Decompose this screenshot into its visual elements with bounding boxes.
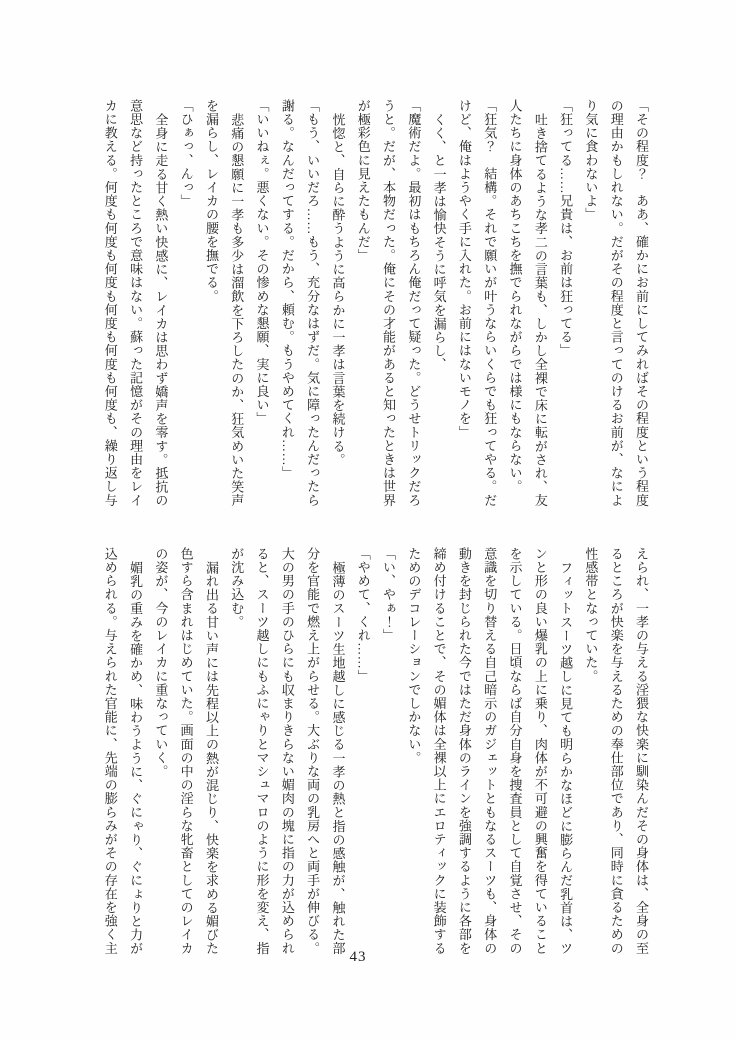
text-line: の理由かもしれない。だがその程度と言ってのけるお前が、なによ	[608, 99, 624, 507]
text-line: 締め付けることで、その媚体は全裸以上にエロティックに装飾する	[431, 547, 447, 955]
text-block-top	[97, 99, 654, 513]
text-line: ためのデコレーションでしかない。	[406, 547, 422, 765]
text-line: の姿が、今のレイカに重なっていく。	[153, 547, 169, 779]
text-line: 「い、やぁ！」	[381, 547, 397, 643]
text-line: 「その程度？ ああ、確かにお前にしてみればその程度という程度	[634, 99, 649, 507]
text-line: 極薄のスーツ生地越しに感じる一孝の熱と指の感触が、触れた部	[330, 560, 346, 955]
text-line: を示している。日頃ならば自分自身を捜査員として自覚させ、その	[507, 547, 523, 955]
text-line: が極彩色に見えたもんだ」	[355, 99, 371, 263]
text-line: 大の男の手のひらにも収まりきらない媚肉の塊に指の力が込められ	[279, 547, 295, 955]
text-line: カに教える。何度も何度も何度も何度も何度も何度も、繰り返し与	[102, 99, 118, 507]
text-line: 「狂ってる……兄貴は、お前は狂ってる」	[558, 99, 574, 358]
text-line: 意識を切り替える自己暗示のガジェットともなるスーツも、身体の	[482, 547, 498, 955]
text-line: けど、俺はようやく手に入れた。お前にはないモノを」	[456, 99, 472, 439]
text-line: くく、と一孝は愉快そうに呼気を漏らし、	[431, 112, 447, 371]
text-line: 恍惚と、自らに酔うように高らかに一孝は言葉を続ける。	[330, 112, 346, 467]
text-line: 性感帯となっていた。	[583, 547, 599, 683]
text-line: 動きを封じられた今ではただ身体のラインを強調するように各部を	[456, 547, 472, 955]
text-line: 意思など持ったところで意味はない。蘇った記憶がその理由をレイ	[128, 99, 144, 507]
text-line: ンと形の良い爆乳の上に乗り、肉体が不可避の興奮を得ていること	[532, 547, 548, 955]
text-line: 媚乳の重みを確かめ、味わうように、ぐにゃり、ぐにょりと力が	[128, 560, 144, 955]
text-line: 漏れ出る甘い声には先程以上の熱が混じり、快楽を求める媚びた	[203, 560, 219, 955]
text-line: 色すら含まれはじめていた。画面の中の淫らな牝畜としてのレイカ	[178, 547, 194, 955]
page-number: 43	[349, 949, 367, 965]
text-line: を漏らし、レイカの腰を撫でる。	[203, 99, 219, 303]
text-block-bottom	[97, 547, 654, 961]
text-line: ると、スーツ越しにもふにゃりとマシュマロのように形を変え、指	[254, 547, 270, 955]
text-line: 「狂気？ 結構。それで願いが叶うならいくらでも狂ってやる。だ	[482, 99, 498, 507]
text-line: フィットスーツ越しに見ても明らかなほどに膨らんだ乳首は、ツ	[558, 560, 574, 955]
text-line: 謝る。なんだってする。だから、頼む。もうやめてくれ……」	[279, 99, 295, 480]
text-line: り気に食わないよ」	[583, 99, 599, 222]
text-line: 分を官能で燃え上がらせる。大ぶりな両の乳房へと両手が伸びる。	[305, 547, 321, 955]
text-line: 人たちに身体のあちこちを撫でられながらでは様にもならない。	[507, 99, 523, 494]
text-line: 「魔術だよ。最初はもちろん俺だって疑った。どうせトリックだろ	[406, 99, 422, 507]
text-line: 込められる。与えられた官能に、先端の膨らみがその存在を強く主	[102, 547, 118, 955]
text-line: 「やめて、くれ……」	[355, 547, 371, 683]
text-line: が沈み込む。	[229, 547, 245, 629]
text-line: うと。だが、本物だった。俺にその才能があると知ったときは世界	[381, 99, 397, 507]
text-line: 「もう、いいだろ……もう、充分なはずだ。気に障ったんだったら	[305, 99, 321, 507]
text-line: 悲痛の懇願に一孝も多少は溜飲を下ろしたのか、狂気めいた笑声	[229, 112, 245, 507]
text-line: えられ、一孝の与える淫猥な快楽に馴染んだその身体は、全身の至	[634, 547, 649, 955]
text-line: 全身に走る甘く熱い快感に、レイカは思わず嬌声を零す。抵抗の	[153, 112, 169, 507]
text-line: 「ひぁっ、んっ」	[178, 99, 194, 208]
text-line: るところが快楽を与えるための奉仕部位であり、同時に貪るための	[608, 547, 624, 955]
text-line: 「いいねぇ。悪くない。その惨めな懇願、実に良い」	[254, 99, 270, 426]
text-line: 吐き捨てるような孝二の言葉も、しかし全裸で床に転がされ、友	[532, 112, 548, 507]
